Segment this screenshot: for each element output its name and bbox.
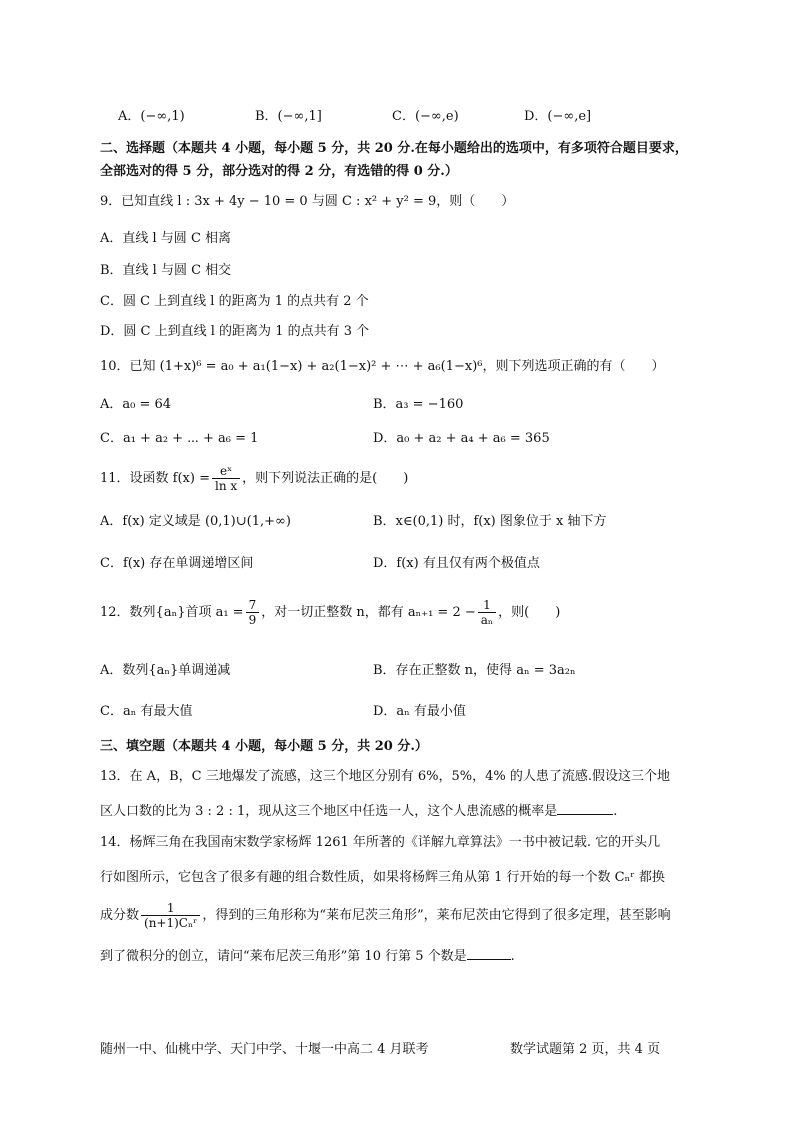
q8-option-c: C．(−∞,e) [392,109,459,124]
q9-option-a: A．直线 l 与圆 C 相离 [100,231,232,246]
q11-option-b: B．x∈(0,1) 时，f(x) 图象位于 x 轴下方 [373,514,607,529]
q9-option-b: B．直线 l 与圆 C 相交 [100,263,232,278]
q12-fraction-2 [478,598,496,627]
q13-line2-post: . [613,804,618,819]
q12-frac1-den: 9 [248,613,257,627]
q11-frac-den: ln x [215,479,238,493]
q10-option-d: D．a₀ + a₂ + a₄ + a₆ = 365 [373,431,550,446]
footer-school-info: 随州一中、仙桃中学、天门中学、十堰一中高二 4 月联考 [100,1042,429,1057]
q14-frac-num: 1 [141,901,200,916]
footer-page-number: 数学试题第 2 页，共 4 页 [510,1042,661,1057]
q12-option-d: D．aₙ 有最小值 [373,704,466,719]
q12-stem-mid: ，对一切正整数 n，都有 aₙ₊₁ = 2 − [261,605,476,620]
q12-option-a: A．数列{aₙ}单调递减 [100,663,231,678]
q8-options [0,108,794,128]
q12-stem-pre: 12．数列{aₙ}首项 a₁ = [100,605,244,620]
q11-option-c: C．f(x) 存在单调递增区间 [100,556,254,571]
q14-line4-post: . [510,949,515,964]
q12-frac2-den: aₙ [480,613,494,627]
q14-line4-pre: 到了微积分的创立，请问“莱布尼茨三角形”第 10 行第 5 个数是 [100,949,467,964]
q11-option-d: D．f(x) 有且仅有两个极值点 [373,556,540,571]
q13-line2 [100,801,617,821]
q14-answer-blank [467,946,511,960]
q14-line3-pre: 成分数 [100,908,140,923]
q11-frac-num: eˣ [212,464,240,479]
q14-fraction [141,901,200,930]
section3-header: 三、填空题（本题共 4 小题，每小题 5 分，共 20 分.） [100,739,428,754]
q12-fraction-1 [246,598,260,627]
q13-line2-pre: 区人口数的比为 3 : 2 : 1，现从这三个地区中任选一人，这个人患流感的概率是 [100,804,558,819]
q10-stem: 10．已知 (1+x)⁶ = a₀ + a₁(1−x) + a₂(1−x)² + ⋯ + a₆(1−x)⁶，则下列选项正确的有（ ） [100,359,665,374]
q13-line1: 13．在 A，B，C 三地爆发了流感，这三个地区分别有 6%，5%，4% 的人患了流感.假设这三个地 [100,769,670,784]
q14-line3-post: ，得到的三角形称为“莱布尼茨三角形”，莱布尼茨由它得到了很多定理，甚至影响 [202,908,671,923]
q9-option-c: C．圆 C 上到直线 l 的距离为 1 的点共有 2 个 [100,294,369,309]
section2-header-line1: 二、选择题（本题共 4 小题，每小题 5 分，共 20 分.在每小题给出的选项中，有多项符合题目要求， [100,141,688,156]
q11-option-a: A．f(x) 定义域是 (0,1)∪(1,+∞) [100,514,291,529]
q14-line3 [100,898,671,934]
q12-stem-post: ，则( ) [498,605,561,620]
q14-line2: 行如图所示，它包含了很多有趣的组合数性质，如果将杨辉三角从第 1 行开始的每一个数 Cₙʳ 都换 [100,870,665,885]
q8-option-b: B．(−∞,1] [255,109,322,124]
q8-option-d: D．(−∞,e] [524,109,592,124]
section2-header-line2: 全部选对的得 5 分，部分选对的得 2 分，有选错的得 0 分.） [100,164,458,179]
q12-frac1-num: 7 [246,598,260,613]
q10-option-a: A．a₀ = 64 [100,397,172,412]
q13-answer-blank [557,801,613,815]
q11-fraction [212,464,240,493]
q9-stem: 9．已知直线 l : 3x + 4y − 10 = 0 与圆 C : x² + y² = 9，则（ ） [100,194,515,209]
q14-line4 [100,946,515,966]
q11-stem-post: ，则下列说法正确的是( ) [242,471,409,486]
q11-stem-pre: 11．设函数 f(x) = [100,471,210,486]
q14-line1: 14．杨辉三角在我国南宋数学家杨辉 1261 年所著的《详解九章算法》一书中被记载. 它的开头几 [100,835,661,850]
q14-frac-den: (n+1)Cₙʳ [144,916,198,930]
q12-option-b: B．存在正整数 n，使得 aₙ = 3a₂ₙ [373,663,576,678]
q8-option-a: A．(−∞,1) [118,109,185,124]
q10-option-c: C．a₁ + a₂ + ⋯ + a₆ = 1 [100,431,259,446]
q10-option-b: B．a₃ = −160 [373,397,464,412]
q12-option-c: C．aₙ 有最大值 [100,704,193,719]
q12-stem [100,595,560,631]
q9-option-d: D．圆 C 上到直线 l 的距离为 1 的点共有 3 个 [100,324,370,339]
q12-frac2-num: 1 [478,598,496,613]
q11-stem [100,462,408,496]
